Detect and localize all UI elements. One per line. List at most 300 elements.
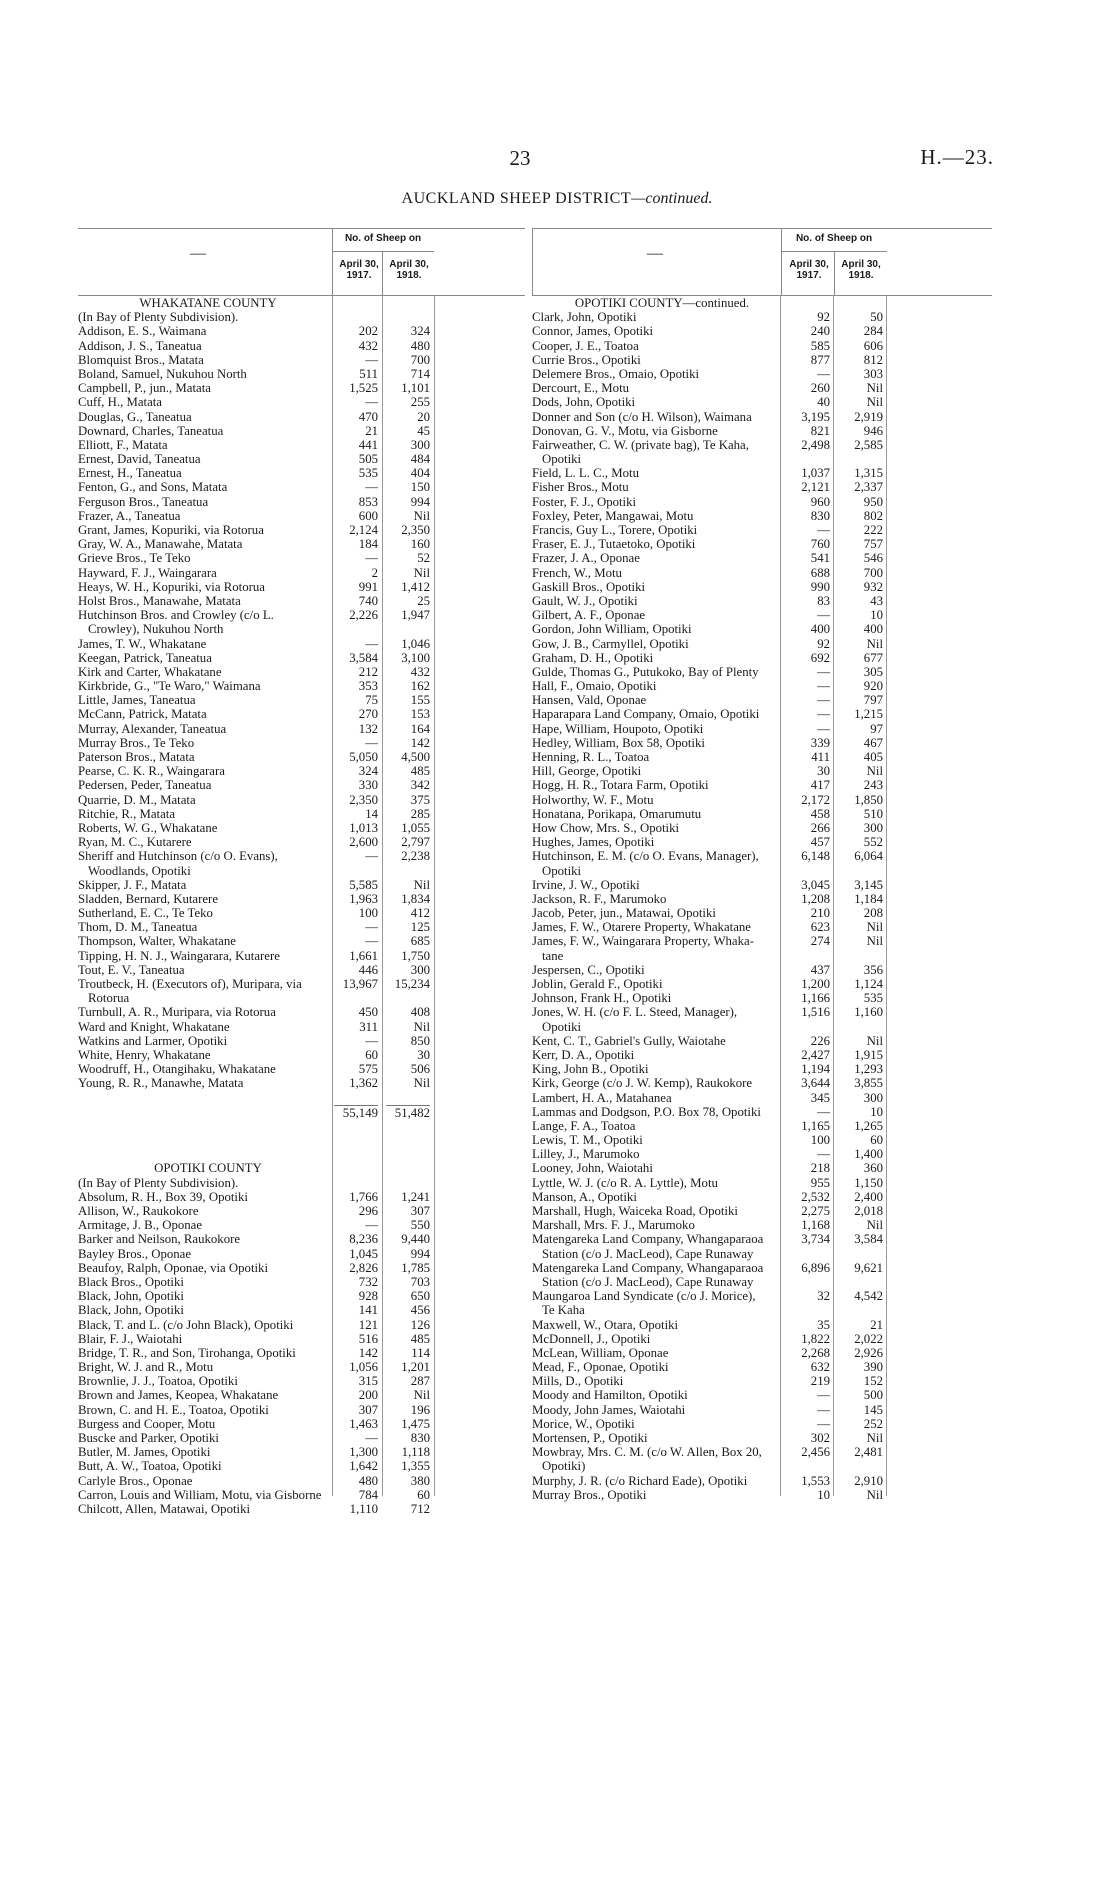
owner-name: Keegan, Patrick, Taneatua <box>78 650 212 665</box>
sheep-1918-value: 1,785 <box>401 1260 430 1275</box>
sheep-1917-value: 92 <box>817 310 830 325</box>
owner-name: Butler, M. James, Opotiki <box>78 1445 211 1460</box>
sheep-1917-value: 821 <box>810 423 830 438</box>
owner-name: Campbell, P., jun., Matata <box>78 381 211 396</box>
sheep-1917-value: 260 <box>810 381 830 396</box>
owner-name: Turnbull, A. R., Muripara, via Rotorua <box>78 1005 276 1020</box>
table-row <box>532 1204 992 1218</box>
sheep-1917-value: 1,037 <box>801 466 830 481</box>
sheep-1918-value: 1,850 <box>854 792 883 807</box>
sheep-1917-value: 417 <box>810 778 830 793</box>
sheep-1918-value: 712 <box>410 1501 430 1516</box>
sheep-1918-value: 404 <box>410 466 430 481</box>
owner-name: Mead, F., Oponae, Opotiki <box>532 1360 669 1375</box>
sheep-1917-value: 142 <box>358 1345 378 1360</box>
table-row <box>532 495 992 509</box>
sheep-1917-value: 437 <box>810 962 830 977</box>
sheep-1918-value: 757 <box>863 537 883 552</box>
table-row <box>78 1502 525 1516</box>
table-row <box>532 466 992 480</box>
table-row <box>78 381 525 395</box>
sheep-1918-value: 550 <box>410 1218 430 1233</box>
sheep-1917-value: 3,195 <box>801 409 830 424</box>
sheep-1917-value: — <box>365 352 378 367</box>
table-row <box>78 1062 525 1076</box>
sheep-1917-value: 575 <box>358 1062 378 1077</box>
sheep-1918-value: 485 <box>410 1331 430 1346</box>
table-row <box>532 452 992 466</box>
table-row <box>532 310 992 324</box>
sheep-1918-value: 408 <box>410 1005 430 1020</box>
sheep-1918-value: 1,118 <box>401 1445 430 1460</box>
table-row <box>532 722 992 736</box>
table-row <box>78 991 525 1005</box>
sheep-1918-value: 1,160 <box>854 1005 883 1020</box>
table-row <box>532 1488 992 1502</box>
owner-name: Addison, J. S., Taneatua <box>78 338 202 353</box>
header-dash: — <box>190 245 206 262</box>
owner-name: Grant, James, Kopuriki, via Rotorua <box>78 523 264 537</box>
table-row <box>532 864 992 878</box>
owner-name: Ernest, David, Taneatua <box>78 452 201 467</box>
sheep-1918-value: 25 <box>417 593 430 608</box>
sheep-1917-value: — <box>365 551 378 566</box>
sheep-1917-value: 60 <box>365 1047 378 1062</box>
owner-name: Gilbert, A. F., Oponae <box>532 608 646 623</box>
county-heading <box>532 296 992 310</box>
sheep-1918-value: 484 <box>410 452 430 467</box>
sheep-1917-value: 121 <box>358 1317 378 1332</box>
sheep-1918-value: 2,585 <box>854 437 883 452</box>
owner-name: Mowbray, Mrs. C. M. (c/o W. Allen, Box 20, <box>532 1445 762 1460</box>
owner-name: Bayley Bros., Oponae <box>78 1246 192 1261</box>
table-row <box>532 1431 992 1445</box>
owner-name: Kirk and Carter, Whakatane <box>78 664 222 679</box>
table-row <box>532 1445 992 1459</box>
owner-name: Holworthy, W. F., Motu <box>532 792 654 807</box>
sheep-1917-value: 688 <box>810 565 830 580</box>
sheep-1917-value: 1,362 <box>349 1076 378 1091</box>
sheep-1917-value: 784 <box>358 1487 378 1502</box>
sheep-1918-value: 126 <box>410 1317 430 1332</box>
table-row <box>78 1005 525 1019</box>
sheep-1917-value: 400 <box>810 622 830 637</box>
table-row <box>532 566 992 580</box>
sheep-1917-value: 480 <box>358 1473 378 1488</box>
owner-name: Roberts, W. G., Whakatane <box>78 820 218 835</box>
sheep-1917-value: — <box>365 1431 378 1445</box>
sheep-1917-value: 6,896 <box>801 1260 830 1275</box>
sheep-1918-value: 97 <box>870 721 883 736</box>
sheep-1918-value: 60 <box>417 1487 430 1502</box>
owner-name: Graham, D. H., Opotiki <box>532 650 654 665</box>
sheep-1917-value: 200 <box>358 1388 378 1403</box>
left-column-table <box>78 228 525 1516</box>
owner-name: Thompson, Walter, Whakatane <box>78 934 236 949</box>
owner-name: Hutchinson, E. M. (c/o O. Evans, Manager), <box>532 849 759 864</box>
sheep-1917-value: 315 <box>358 1374 378 1389</box>
sheep-1918-value: 300 <box>863 820 883 835</box>
sheep-1917-value: 991 <box>358 579 378 594</box>
sheep-1917-value: — <box>817 1147 830 1162</box>
table-row <box>78 452 525 466</box>
sheep-1918-value: 2,400 <box>854 1189 883 1204</box>
sheep-1918-value: 222 <box>863 523 883 537</box>
table-row <box>78 778 525 792</box>
table-row <box>532 1374 992 1388</box>
owner-name: Addison, E. S., Waimana <box>78 324 207 339</box>
owner-name: Brownlie, J. J., Toatoa, Opotiki <box>78 1374 238 1389</box>
sheep-1918-value: 2,910 <box>854 1473 883 1488</box>
table-row <box>532 892 992 906</box>
owner-name: Dods, John, Opotiki <box>532 395 636 410</box>
sheep-1918-value: 432 <box>410 664 430 679</box>
owner-name: Blair, F. J., Waiotahi <box>78 1331 183 1346</box>
table-row <box>78 949 525 963</box>
owner-name: Woodruff, H., Otangihaku, Whakatane <box>78 1062 276 1077</box>
table-row <box>532 1105 992 1119</box>
sheep-1917-value: 2,124 <box>349 523 378 537</box>
sheep-1917-value: — <box>365 849 378 864</box>
table-row <box>78 637 525 651</box>
owner-name: Skipper, J. F., Matata <box>78 877 187 892</box>
sheep-1918-value: 51,482 <box>386 1105 430 1120</box>
owner-name: Francis, Guy L., Torere, Opotiki <box>532 523 698 537</box>
table-row <box>532 1232 992 1246</box>
sheep-1917-value: — <box>817 366 830 381</box>
sheep-1918-value: 703 <box>410 1274 430 1289</box>
year-1918-label: April 30, 1918. <box>389 259 429 281</box>
table-row <box>78 764 525 778</box>
owner-name: McLean, William, Oponae <box>532 1345 669 1360</box>
year-1918-label: April 30, 1918. <box>841 259 881 281</box>
sheep-1917-value: 411 <box>811 750 830 764</box>
sheep-1918-value: Nil <box>413 1076 430 1091</box>
table-row <box>532 1176 992 1190</box>
sheep-1917-value: — <box>817 1416 830 1431</box>
sheep-1918-value: 2,481 <box>854 1445 883 1460</box>
owner-name: Jones, W. H. (c/o F. L. Steed, Manager), <box>532 1005 738 1020</box>
sheep-1918-value: 9,440 <box>401 1232 430 1247</box>
sheep-1917-value: 2,427 <box>801 1047 830 1062</box>
table-row <box>532 1119 992 1133</box>
sheep-1918-value: Nil <box>413 565 430 580</box>
table-row <box>532 1388 992 1402</box>
sheep-1917-value: 505 <box>358 452 378 467</box>
sheep-1917-value: 470 <box>358 409 378 424</box>
owner-name: Chilcott, Allen, Matawai, Opotiki <box>78 1501 251 1516</box>
header-rule <box>382 251 383 295</box>
sheep-1918-value: 255 <box>410 395 430 410</box>
sheep-1917-value: — <box>817 1104 830 1119</box>
table-row <box>532 849 992 863</box>
table-row <box>78 1346 525 1360</box>
owner-name: Tout, E. V., Taneatua <box>78 962 185 977</box>
table-row <box>532 750 992 764</box>
owner-name: Brown and James, Keopea, Whakatane <box>78 1388 279 1403</box>
owner-name: Hayward, F. J., Waingarara <box>78 565 217 580</box>
sheep-1918-value: 797 <box>863 693 883 708</box>
sheep-1918-value: 4,542 <box>854 1289 883 1304</box>
sheep-1917-value: 2,532 <box>801 1189 830 1204</box>
table-row <box>532 424 992 438</box>
table-row <box>78 750 525 764</box>
owner-name: Opotiki <box>542 1019 582 1034</box>
table-row <box>78 1275 525 1289</box>
sheep-1917-value: 1,168 <box>801 1218 830 1233</box>
sheep-1918-value: 1,315 <box>854 466 883 481</box>
owner-name: McCann, Patrick, Matata <box>78 707 207 722</box>
table-row <box>532 622 992 636</box>
table-row <box>78 977 525 991</box>
owner-name: Foxley, Peter, Mangawai, Motu <box>532 508 694 523</box>
sheep-1918-value: 2,350 <box>401 523 430 537</box>
sheep-1918-value: 356 <box>863 962 883 977</box>
sheep-1918-value: 1,046 <box>401 636 430 651</box>
table-row <box>532 1091 992 1105</box>
sheep-1917-value: 219 <box>810 1374 830 1389</box>
sheep-1917-value: 1,300 <box>349 1445 378 1460</box>
table-row <box>78 367 525 381</box>
owner-name: Absolum, R. H., Box 39, Opotiki <box>78 1189 248 1204</box>
owner-name: Lewis, T. M., Opotiki <box>532 1133 643 1148</box>
owner-name: Holst Bros., Manawahe, Matata <box>78 593 241 608</box>
owner-name: James, F. W., Waingarara Property, Whaka- <box>532 934 754 949</box>
sheep-1917-value: 30 <box>817 764 830 779</box>
table-row <box>78 821 525 835</box>
sheep-1918-value: 456 <box>410 1303 430 1318</box>
table-row <box>532 1218 992 1232</box>
table-row <box>532 920 992 934</box>
sheep-1917-value: 330 <box>358 778 378 793</box>
table-row <box>532 1289 992 1303</box>
right-column-table <box>532 228 992 1502</box>
sheep-1918-value: 920 <box>863 679 883 694</box>
table-row <box>78 1261 525 1275</box>
table-row <box>78 339 525 353</box>
sheep-1918-value: 2,337 <box>854 480 883 495</box>
table-row <box>78 793 525 807</box>
table-row <box>532 1161 992 1175</box>
sheep-1918-value: 142 <box>410 735 430 750</box>
table-row <box>78 665 525 679</box>
header-rule <box>332 251 434 252</box>
owner-name: Hutchinson Bros. and Crowley (c/o L. <box>78 608 274 623</box>
sheep-1917-value: — <box>365 636 378 651</box>
sheep-1917-value: 692 <box>810 650 830 665</box>
sheep-1917-value: — <box>365 934 378 949</box>
sheep-1918-value: 150 <box>410 480 430 495</box>
county-heading <box>78 296 525 310</box>
table-row <box>78 622 525 636</box>
table-row <box>78 1303 525 1317</box>
header-rule <box>781 251 887 252</box>
sheep-1918-value: Nil <box>866 636 883 651</box>
table-row <box>78 1459 525 1473</box>
owner-name: Donner and Son (c/o H. Wilson), Waimana <box>532 409 752 424</box>
spacer-row <box>78 1091 525 1105</box>
table-row <box>532 480 992 494</box>
owner-name: Gray, W. A., Manawahe, Matata <box>78 537 243 552</box>
sheep-1918-value: 153 <box>410 707 430 722</box>
sheep-1917-value: — <box>817 707 830 722</box>
owner-name: Bright, W. J. and R., Motu <box>78 1360 214 1375</box>
table-row <box>78 1374 525 1388</box>
owner-name: Henning, R. L., Toatoa <box>532 750 650 764</box>
table-row <box>78 551 525 565</box>
sheep-1917-value: 2 <box>371 565 378 580</box>
table-row <box>532 1048 992 1062</box>
sheep-1917-value: 307 <box>358 1402 378 1417</box>
sheep-1918-value: 1,101 <box>401 381 430 396</box>
right-table-header <box>532 228 992 296</box>
owner-name: Blomquist Bros., Matata <box>78 352 204 367</box>
sheep-1917-value: — <box>817 1402 830 1417</box>
sheep-1917-value: — <box>817 1388 830 1403</box>
document-reference: H.—23. <box>920 145 994 169</box>
table-row <box>78 438 525 452</box>
sheep-1918-value: 285 <box>410 806 430 821</box>
owner-name: Johnson, Frank H., Opotiki <box>532 991 672 1006</box>
table-row <box>532 1417 992 1431</box>
table-row <box>532 1020 992 1034</box>
sheep-1917-value: 760 <box>810 537 830 552</box>
owner-name: Crowley), Nukuhou North <box>88 622 224 637</box>
spacer-row <box>78 1133 525 1147</box>
sheep-1917-value: 270 <box>358 707 378 722</box>
sheep-1918-value: Nil <box>413 877 430 892</box>
table-row <box>78 693 525 707</box>
sheep-1917-value: 3,734 <box>801 1232 830 1247</box>
sheep-1917-value: 623 <box>810 920 830 935</box>
sheep-1917-value: 21 <box>365 423 378 438</box>
owner-name: Hill, George, Opotiki <box>532 764 642 779</box>
sheep-1918-value: 714 <box>410 366 430 381</box>
table-row <box>532 665 992 679</box>
sheep-1917-value: 2,826 <box>349 1260 378 1275</box>
table-row <box>532 339 992 353</box>
sheep-1917-value: 2,172 <box>801 792 830 807</box>
owner-name: Connor, James, Opotiki <box>532 324 654 339</box>
table-row <box>532 949 992 963</box>
sheep-1917-value: 600 <box>358 508 378 523</box>
sheep-1917-value: 458 <box>810 806 830 821</box>
owner-name: Morice, W., Opotiki <box>532 1416 635 1431</box>
owner-name: Field, L. L. C., Motu <box>532 466 639 481</box>
sheep-1918-value: 812 <box>863 352 883 367</box>
owner-name: (In Bay of Plenty Subdivision). <box>78 1175 239 1190</box>
sheep-1918-value: 284 <box>863 324 883 339</box>
sheep-1918-value: 2,926 <box>854 1345 883 1360</box>
owner-name: Dercourt, E., Motu <box>532 381 630 396</box>
owner-name: White, Henry, Whakatane <box>78 1047 211 1062</box>
table-row <box>532 1332 992 1346</box>
sheep-1917-value: 1,165 <box>801 1118 830 1133</box>
sheep-1917-value: 202 <box>358 324 378 339</box>
sheep-1917-value: 353 <box>358 679 378 694</box>
sheep-1918-value: Nil <box>866 1487 883 1502</box>
sheep-1917-value: 14 <box>365 806 378 821</box>
owner-name: Maungaroa Land Syndicate (c/o J. Morice), <box>532 1289 756 1304</box>
sheep-1918-value: 300 <box>410 962 430 977</box>
sheep-1918-value: 1,184 <box>854 891 883 906</box>
sheep-1917-value: 3,045 <box>801 877 830 892</box>
owner-name: McDonnell, J., Opotiki <box>532 1331 651 1346</box>
sheep-1918-value: 30 <box>417 1047 430 1062</box>
owner-name: Joblin, Gerald F., Opotiki <box>532 977 663 991</box>
sheep-1918-value: 287 <box>410 1374 430 1389</box>
sheep-1918-value: 52 <box>417 551 430 566</box>
owner-name: Murphy, J. R. (c/o Richard Eade), Opotiki <box>532 1473 748 1488</box>
sheep-1918-value: 510 <box>863 806 883 821</box>
owner-name: Gow, J. B., Carmyllel, Opotiki <box>532 636 689 651</box>
table-row <box>532 1062 992 1076</box>
owner-name: King, John B., Opotiki <box>532 1062 649 1077</box>
owner-name: Te Kaha <box>542 1303 585 1318</box>
table-row <box>532 1303 992 1317</box>
owner-name: Paterson Bros., Matata <box>78 750 195 764</box>
table-row <box>532 934 992 948</box>
table-row <box>78 920 525 934</box>
table-row <box>78 878 525 892</box>
sheep-1918-value: Nil <box>866 764 883 779</box>
sheep-1917-value: 535 <box>358 466 378 481</box>
owner-name: Manson, A., Opotiki <box>532 1189 637 1204</box>
sheep-1918-value: 1,265 <box>854 1118 883 1133</box>
sheep-1917-value: 5,585 <box>349 877 378 892</box>
table-row <box>532 821 992 835</box>
table-row <box>532 551 992 565</box>
owner-name: Black Bros., Opotiki <box>78 1274 184 1289</box>
sheep-1917-value: 2,226 <box>349 608 378 623</box>
sheep-1918-value: Nil <box>866 1431 883 1445</box>
owner-name: Bridge, T. R., and Son, Tirohanga, Opotiki <box>78 1345 296 1360</box>
sheep-1918-value: 300 <box>410 437 430 452</box>
table-row <box>532 807 992 821</box>
table-row <box>78 849 525 863</box>
county-name: OPOTIKI COUNTY—continued. <box>574 296 750 310</box>
sheep-1918-value: 2,022 <box>854 1331 883 1346</box>
sheep-1918-value: 6,064 <box>854 849 883 864</box>
left-rows <box>78 296 525 1516</box>
owner-name: Young, R. R., Manawhe, Matata <box>78 1076 244 1091</box>
sheep-1918-value: Nil <box>866 1218 883 1233</box>
owner-name: Beaufoy, Ralph, Oponae, via Opotiki <box>78 1260 269 1275</box>
table-row <box>532 1459 992 1473</box>
county-name: OPOTIKI COUNTY <box>154 1161 262 1176</box>
table-row <box>78 537 525 551</box>
table-row <box>78 679 525 693</box>
owner-name: Fraser, E. J., Tutaetoko, Opotiki <box>532 537 696 552</box>
sheep-1917-value: 1,766 <box>349 1189 378 1204</box>
sheep-1917-value: 740 <box>358 593 378 608</box>
table-row <box>532 778 992 792</box>
sheep-1917-value: — <box>817 693 830 708</box>
sheep-1918-value: 162 <box>410 679 430 694</box>
sheep-1918-value: 324 <box>410 324 430 339</box>
owner-name: Gaskill Bros., Opotiki <box>532 579 646 594</box>
table-row <box>78 722 525 736</box>
owner-name: Black, T. and L. (c/o John Black), Opotiki <box>78 1317 294 1332</box>
sheep-1917-value: — <box>817 679 830 694</box>
sheep-1918-value: 2,797 <box>401 835 430 850</box>
sheep-1917-value: 324 <box>358 764 378 779</box>
owner-name: Station (c/o J. MacLeod), Cape Runaway <box>542 1246 754 1261</box>
sheep-1917-value: 311 <box>359 1019 378 1034</box>
sheep-1917-value: 2,121 <box>801 480 830 495</box>
table-row <box>532 580 992 594</box>
sheep-1917-value: 83 <box>817 593 830 608</box>
